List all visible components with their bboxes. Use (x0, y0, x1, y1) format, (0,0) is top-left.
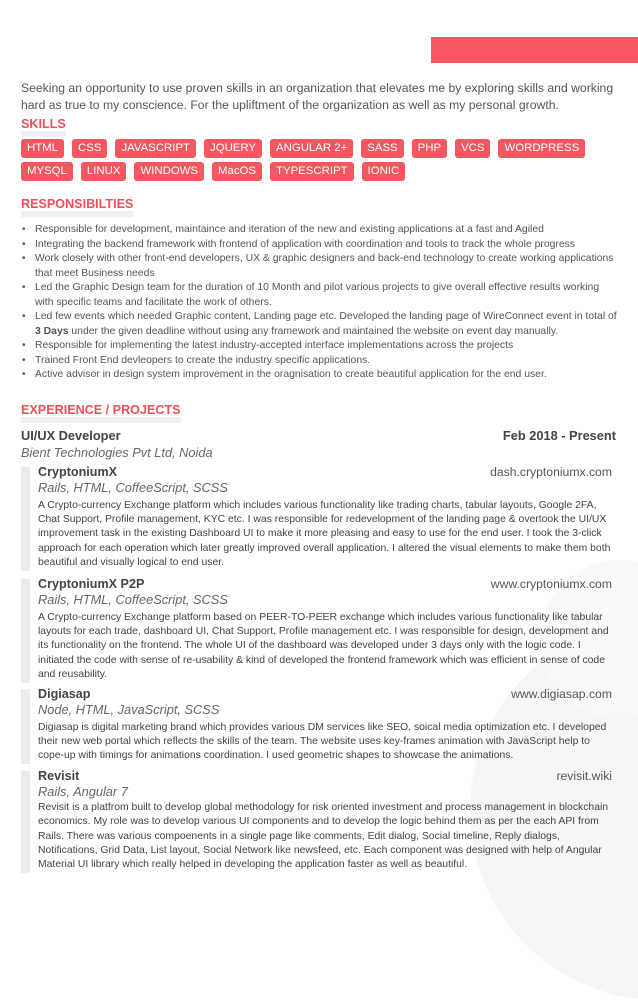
project-name: CryptoniumX P2P (38, 576, 145, 591)
project-accent-bar (21, 689, 30, 764)
skill-chip: LINUX (81, 162, 127, 181)
project-url: www.digiasap.com (511, 686, 612, 701)
skill-chip: WINDOWS (134, 162, 204, 181)
project-name: CryptoniumX (38, 464, 118, 479)
project-tech: Node, HTML, JavaScript, SCSS (38, 701, 220, 717)
skill-chip: TYPESCRIPT (270, 162, 354, 181)
responsibility-item: • Trained Front End devleopers to create the industry specific applications. (21, 354, 618, 369)
project-tech: Rails, Angular 7 (38, 783, 128, 799)
skill-chip: IONIC (362, 162, 406, 181)
project-entry (21, 768, 618, 873)
project-description: A Crypto-currency Exchange platform which includes various functionality like trading charts, tabular layouts, Google 2FA, Chat Support, Profile management, KYC etc. I was responsible for redevelopment of the landing page & overtook the UI/UX improvement task in the existing Dashboard UI to make it more pleasing and easy to use for the end user. I took the 3-click approach for each operation which later greatly improved overall application. I altered the visual elements to make them both beautiful and visually logical to end user. (38, 499, 611, 569)
project-description: Digiasap is digital marketing brand which provides various DM services like SEO, soical media optimization etc. I developed their new web portal which reflects the skills of the team. The website uses key-frames animation with JavaScript help to cope-up with timings for animations coordination. I used geometric shapes to showcase the animations. (38, 721, 607, 762)
skill-chip: MYSQL (21, 162, 73, 181)
skill-chip: JAVASCRIPT (115, 139, 196, 158)
skill-chip: CSS (72, 139, 107, 158)
experience-heading: EXPERIENCE / PROJECTS (21, 404, 181, 423)
project-description: Revisit is a platfrom built to develop global methodology for risk oriented investment and process management in blockchain economics. My role was to develop various UI components and to develop the logic behind them as per the each API from Rails. There was various compoenents in a single page like comments, Edit dialog, Social timeline, Reply dialogs, Notifications, Grid Data, List layout, Social Network like newsfeed, etc. Each component was designed with help of Angular Material UI library which really helped in developing the application faster as well as beautiful. (38, 801, 609, 871)
skill-chip: SASS (361, 139, 403, 158)
company-name: Bient Technologies Pvt Ltd, Noida (21, 444, 213, 460)
skill-chip: HTML (21, 139, 64, 158)
job-role: UI/UX Developer (21, 427, 121, 443)
project-header (38, 768, 618, 784)
skill-chip: ANGULAR 2+ (270, 139, 353, 158)
job-header (21, 428, 618, 444)
project-entry (21, 464, 618, 571)
responsibility-item: • Responsible for development, maintaince and iteration of the new and existing applications at a fast and Agiled (21, 223, 618, 238)
responsibility-item: • Active advisor in design system improvement in the oragnisation to create beautiful application for the end user. (21, 368, 618, 383)
project-url: dash.cryptoniumx.com (490, 464, 612, 479)
responsibility-item: • Responsible for implementing the latest industry-accepted interface implementations across the projects (21, 339, 618, 354)
skills-list (21, 139, 611, 185)
project-tech: Rails, HTML, CoffeeScript, SCSS (38, 591, 228, 607)
project-url: revisit.wiki (556, 768, 612, 783)
header-accent-bar (431, 37, 638, 63)
project-entry (21, 576, 618, 683)
responsibility-item: • Integrating the backend framework with frontend of application with coordination and tools to track the whole progress (21, 238, 618, 253)
responsibility-item: • Led few events which needed Graphic content, Landing page etc. Developed the landing page of WireConnect event in total of 3 Days under the given deadline without using any framework and maintained the website on event day manually. (21, 310, 618, 339)
skill-chip: MacOS (212, 162, 262, 181)
responsibility-item: • Led the Graphic Design team for the duration of 10 Month and pilot various projects to give overall effective results working with specific teams and facilitate the work of others. (21, 281, 618, 310)
project-accent-bar (21, 771, 30, 873)
project-entry (21, 686, 618, 764)
skill-chip: PHP (412, 139, 447, 158)
skill-chip: WORDPRESS (498, 139, 585, 158)
responsibilities-list (21, 223, 618, 383)
skills-heading: SKILLS (21, 118, 66, 137)
skill-chip: VCS (455, 139, 490, 158)
skill-chip: JQUERY (204, 139, 262, 158)
resume-body (21, 80, 618, 873)
project-name: Revisit (38, 768, 80, 783)
project-name: Digiasap (38, 686, 91, 701)
emphasis-text: 3 Days (35, 325, 69, 337)
job-period: Feb 2018 - Present (502, 427, 616, 443)
responsibility-item: • Work closely with other front-end developers, UX & graphic designers and back-end technology to create working applications that meet Business needs (21, 252, 618, 281)
project-accent-bar (21, 579, 30, 683)
responsibilities-heading: RESPONSIBILTIES (21, 198, 133, 217)
project-accent-bar (21, 467, 30, 571)
project-header (38, 464, 618, 480)
project-header (38, 576, 618, 592)
summary-text: Seeking an opportunity to use proven skills in an organization that elevates me by exploring skills and working hard as true to my conscience. For the upliftment of the organization as well as my personal growth. (21, 81, 614, 112)
project-description: A Crypto-currency Exchange platform based on PEER-TO-PEER exchange which includes various functionality like tabular layouts for each trade, dashboard UI, Chat Support, Profile management etc. I was responsible for design, development and its functionality on the frontend. The whole UI of the dashboard was developed under 3 days only with the logic code. I initiated the code with sense of re-usability & kind of developed the frontend framework which was efficient in sense of code and reusability. (38, 611, 609, 681)
project-url: www.cryptoniumx.com (490, 576, 612, 591)
project-tech: Rails, HTML, CoffeeScript, SCSS (38, 479, 228, 495)
project-header (38, 686, 618, 702)
